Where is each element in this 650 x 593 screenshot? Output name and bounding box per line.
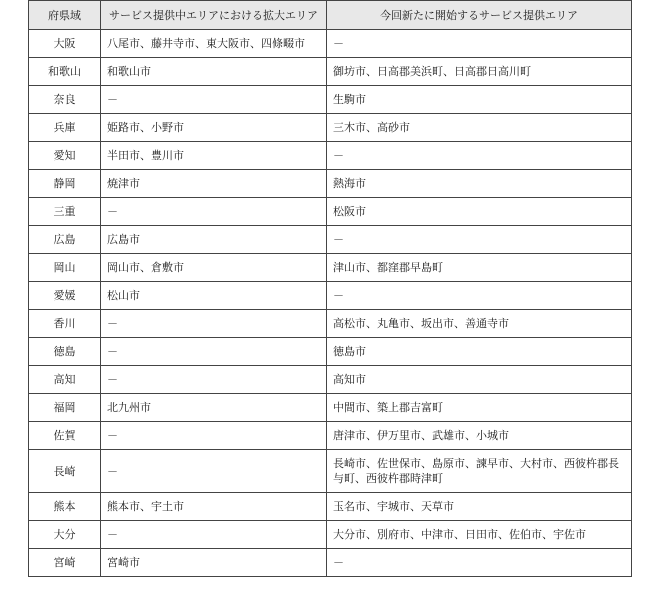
prefecture-cell: 三重 <box>29 198 101 226</box>
table-row <box>29 198 632 226</box>
header-expanded-area: サービス提供中エリアにおける拡大エリア <box>101 1 327 30</box>
expanded-area-cell: － <box>101 366 327 394</box>
prefecture-cell: 奈良 <box>29 86 101 114</box>
table-row <box>29 394 632 422</box>
expanded-area-cell: － <box>101 521 327 549</box>
expanded-area-cell: － <box>101 198 327 226</box>
table-row <box>29 338 632 366</box>
expanded-area-cell: － <box>101 450 327 493</box>
table-row <box>29 422 632 450</box>
prefecture-cell: 静岡 <box>29 170 101 198</box>
new-area-cell: 大分市、別府市、中津市、日田市、佐伯市、宇佐市 <box>327 521 632 549</box>
expanded-area-cell: 広島市 <box>101 226 327 254</box>
prefecture-cell: 佐賀 <box>29 422 101 450</box>
expanded-area-cell: 北九州市 <box>101 394 327 422</box>
prefecture-cell: 兵庫 <box>29 114 101 142</box>
table-row <box>29 114 632 142</box>
table-row <box>29 142 632 170</box>
table-row <box>29 366 632 394</box>
table-row <box>29 170 632 198</box>
expanded-area-cell: － <box>101 310 327 338</box>
expanded-area-cell: 宮崎市 <box>101 549 327 577</box>
new-area-cell: 生駒市 <box>327 86 632 114</box>
table-row <box>29 58 632 86</box>
table-body <box>29 30 632 577</box>
prefecture-cell: 岡山 <box>29 254 101 282</box>
new-area-cell: 唐津市、伊万里市、武雄市、小城市 <box>327 422 632 450</box>
table-header-row <box>29 1 632 30</box>
table-row <box>29 493 632 521</box>
new-area-cell: 長崎市、佐世保市、島原市、諫早市、大村市、西彼杵郡長与町、西彼杵郡時津町 <box>327 450 632 493</box>
new-area-cell: 三木市、高砂市 <box>327 114 632 142</box>
table-row <box>29 450 632 493</box>
expanded-area-cell: 半田市、豊川市 <box>101 142 327 170</box>
prefecture-cell: 熊本 <box>29 493 101 521</box>
table-row <box>29 226 632 254</box>
prefecture-cell: 愛媛 <box>29 282 101 310</box>
expanded-area-cell: － <box>101 338 327 366</box>
new-area-cell: 松阪市 <box>327 198 632 226</box>
prefecture-cell: 高知 <box>29 366 101 394</box>
new-area-cell: 中間市、築上郡吉富町 <box>327 394 632 422</box>
new-area-cell: － <box>327 282 632 310</box>
prefecture-cell: 大分 <box>29 521 101 549</box>
table-row <box>29 86 632 114</box>
prefecture-cell: 香川 <box>29 310 101 338</box>
table-row <box>29 549 632 577</box>
new-area-cell: － <box>327 226 632 254</box>
expanded-area-cell: 焼津市 <box>101 170 327 198</box>
expanded-area-cell: 姫路市、小野市 <box>101 114 327 142</box>
expanded-area-cell: 和歌山市 <box>101 58 327 86</box>
table-row <box>29 30 632 58</box>
prefecture-cell: 和歌山 <box>29 58 101 86</box>
new-area-cell: 熱海市 <box>327 170 632 198</box>
prefecture-cell: 広島 <box>29 226 101 254</box>
expanded-area-cell: 八尾市、藤井寺市、東大阪市、四條畷市 <box>101 30 327 58</box>
expanded-area-cell: 岡山市、倉敷市 <box>101 254 327 282</box>
expanded-area-cell: 熊本市、宇土市 <box>101 493 327 521</box>
new-area-cell: 津山市、都窪郡早島町 <box>327 254 632 282</box>
expanded-area-cell: － <box>101 422 327 450</box>
new-area-cell: － <box>327 30 632 58</box>
new-area-cell: 高知市 <box>327 366 632 394</box>
prefecture-cell: 大阪 <box>29 30 101 58</box>
prefecture-cell: 長崎 <box>29 450 101 493</box>
table-row <box>29 282 632 310</box>
table-row <box>29 254 632 282</box>
new-area-cell: 御坊市、日高郡美浜町、日高郡日高川町 <box>327 58 632 86</box>
prefecture-cell: 宮崎 <box>29 549 101 577</box>
table-row <box>29 521 632 549</box>
prefecture-cell: 徳島 <box>29 338 101 366</box>
expanded-area-cell: 松山市 <box>101 282 327 310</box>
prefecture-cell: 愛知 <box>29 142 101 170</box>
prefecture-cell: 福岡 <box>29 394 101 422</box>
new-area-cell: 玉名市、宇城市、天草市 <box>327 493 632 521</box>
new-area-cell: 高松市、丸亀市、坂出市、善通寺市 <box>327 310 632 338</box>
header-prefecture: 府県域 <box>29 1 101 30</box>
table-row <box>29 310 632 338</box>
new-area-cell: － <box>327 549 632 577</box>
header-new-area: 今回新たに開始するサービス提供エリア <box>327 1 632 30</box>
new-area-cell: － <box>327 142 632 170</box>
expanded-area-cell: － <box>101 86 327 114</box>
service-area-table <box>28 0 632 577</box>
new-area-cell: 徳島市 <box>327 338 632 366</box>
